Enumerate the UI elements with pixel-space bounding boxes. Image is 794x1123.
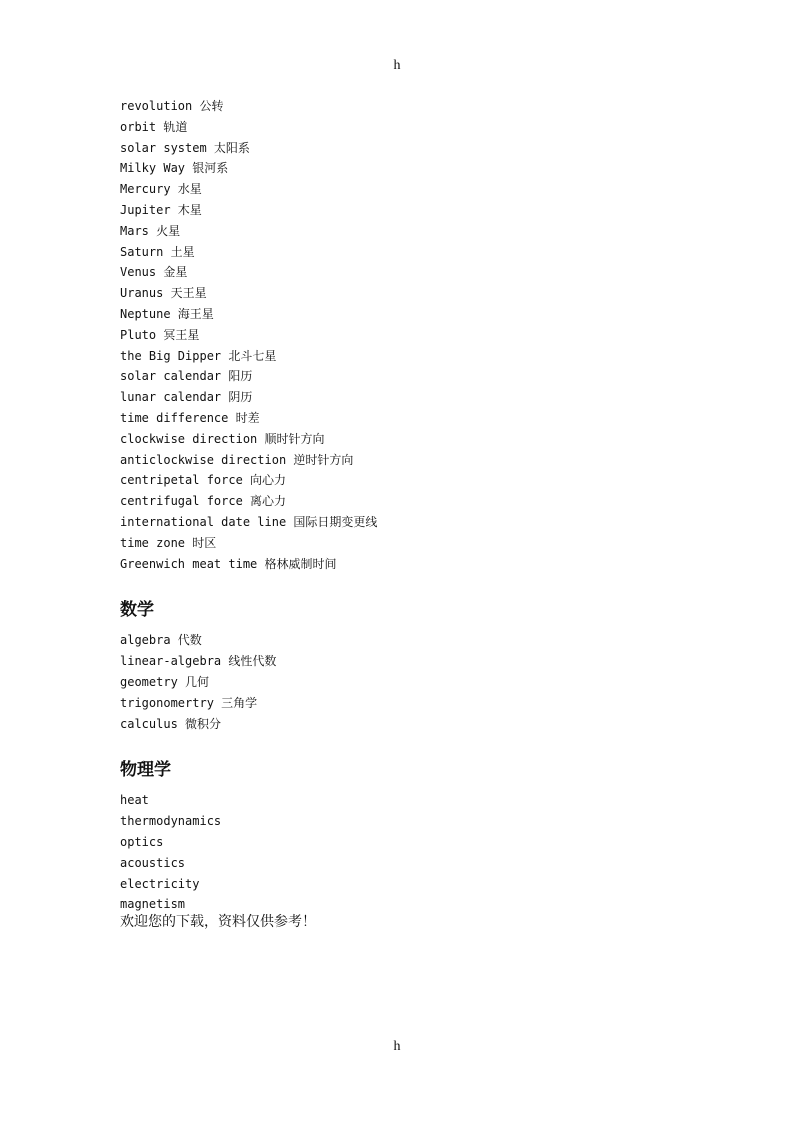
term-line: revolution 公转: [120, 99, 224, 113]
section-heading-physics: 物理学: [120, 760, 171, 781]
term-line: Milky Way 银河系: [120, 161, 229, 176]
term-line: Neptune 海王星: [120, 306, 214, 321]
term-line: linear-algebra 线性代数: [120, 654, 277, 669]
term-line: optics: [120, 834, 164, 849]
page-footer: h: [393, 1039, 401, 1054]
term-line: geometry 几何: [120, 674, 210, 689]
term-line: time zone 时区: [120, 535, 217, 550]
term-line: electricity: [120, 876, 200, 891]
document-body: [120, 96, 680, 933]
physics-term-list: [120, 790, 680, 915]
term-line: Pluto 冥王星: [120, 327, 200, 342]
term-line: lunar calendar 阴历: [120, 390, 253, 405]
term-line: centripetal force 向心力: [120, 473, 287, 488]
page-header: h: [393, 58, 401, 73]
term-line: orbit 轨道: [120, 119, 188, 134]
term-line: calculus 微积分: [120, 716, 222, 731]
term-line: Jupiter 木星: [120, 202, 202, 217]
term-line: magnetism: [120, 897, 186, 912]
term-line: algebra 代数: [120, 633, 202, 648]
section-heading-math: 数学: [120, 600, 154, 621]
term-line: centrifugal force 离心力: [120, 494, 287, 509]
term-line: acoustics: [120, 855, 186, 870]
term-line: clockwise direction 顺时针方向: [120, 431, 325, 446]
term-line: anticlockwise direction 逆时针方向: [120, 452, 354, 467]
math-term-list: [120, 630, 680, 734]
term-line: heat: [120, 793, 149, 808]
term-line: thermodynamics: [120, 814, 222, 829]
term-line: Saturn 土星: [120, 244, 195, 259]
term-line: international date line 国际日期变更线: [120, 514, 378, 529]
astronomy-term-list: [120, 96, 680, 574]
term-line: time difference 时差: [120, 410, 260, 425]
closing-note: 欢迎您的下载，资料仅供参考！: [120, 914, 316, 931]
term-line: trigonomertry 三角学: [120, 695, 258, 710]
term-line: Mercury 水星: [120, 182, 202, 197]
term-line: solar calendar 阳历: [120, 369, 253, 384]
term-line: Greenwich meat time 格林威制时间: [120, 556, 337, 571]
term-line: the Big Dipper 北斗七星: [120, 348, 277, 363]
term-line: Uranus 天王星: [120, 286, 207, 301]
term-line: Venus 金星: [120, 265, 188, 280]
term-line: solar system 太阳系: [120, 140, 250, 155]
term-line: Mars 火星: [120, 223, 181, 238]
